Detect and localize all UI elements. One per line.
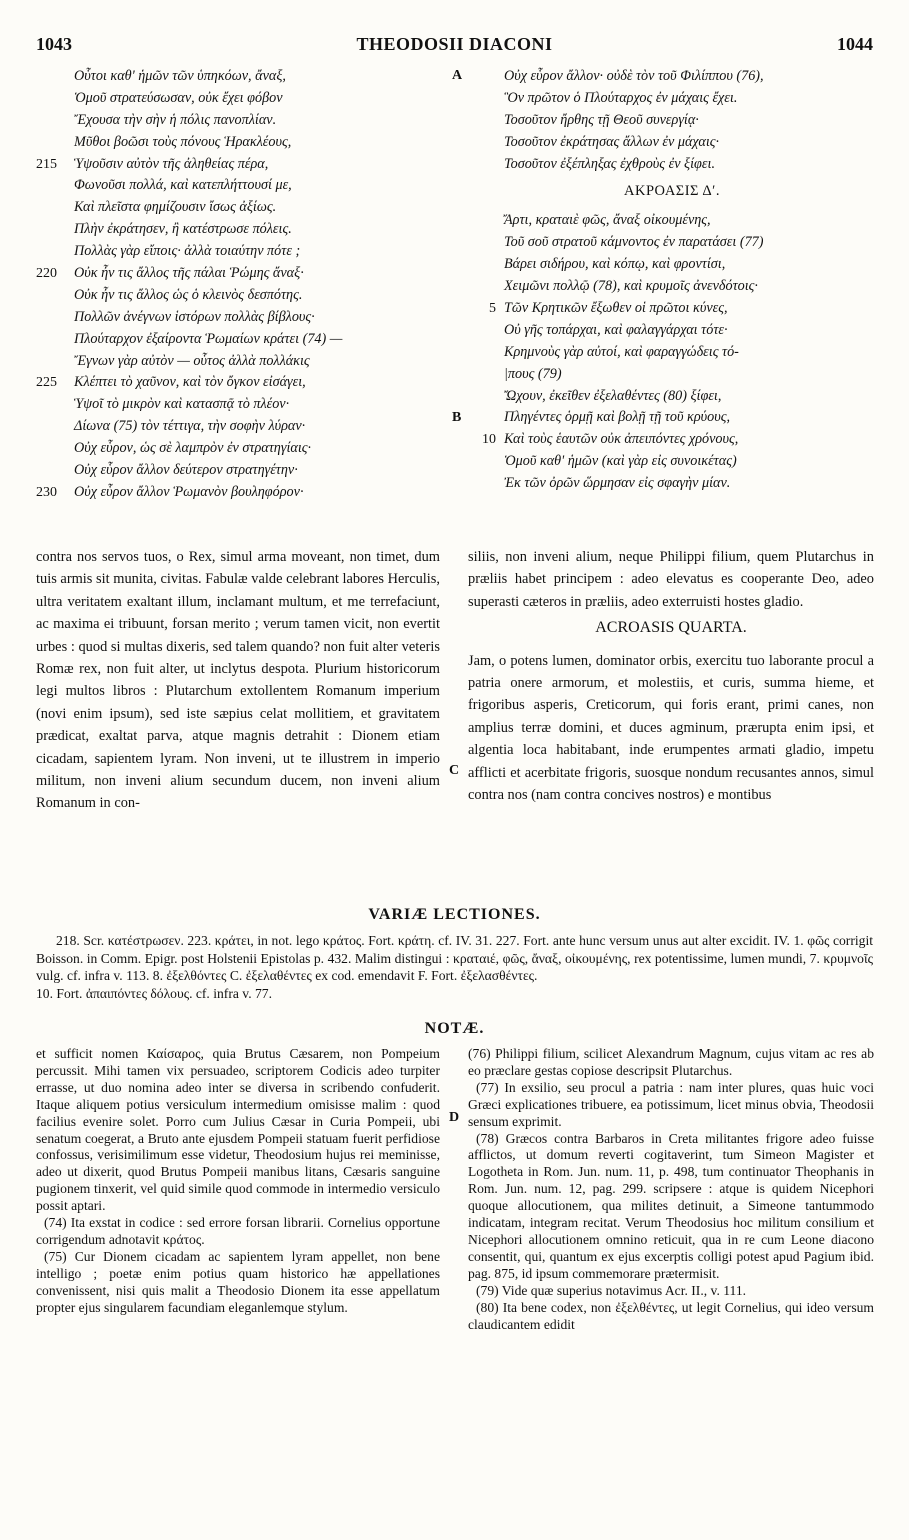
verse-text: Ὁμοῦ καθ' ἡμῶν (καὶ γὰρ εἰς συνοικέτας) [504,453,737,470]
verse-line [36,416,450,438]
verse-number: 225 [36,375,57,391]
verse-text: Ὁμοῦ στρατεύσωσαν, οὐκ ἔχει φόβον [74,89,283,106]
verse-line [470,88,874,110]
verse-line [470,386,874,408]
notae-title: NOTÆ. [424,1020,485,1037]
verse-text: Κρημνοὺς γὰρ αὐτοί, καὶ φαραγγώδεις τό- [504,343,739,360]
notes-right [468,1046,874,1333]
verse-text: Πολλὰς γὰρ εἴποις· ἀλλὰ τοιαύτην πότε ; [74,243,301,260]
verse-text: Καὶ τοὺς ἑαυτῶν οὐκ ἀπειπόντες χρόνους, [504,431,739,448]
acroasis-title-latin: ACROASIS QUARTA. [595,619,747,637]
latin-translation-left [36,546,440,815]
verse-number: 5 [489,301,496,317]
notes-left [36,1046,440,1317]
verse-line [470,276,874,298]
verse-line [36,285,450,307]
verse-text: |πους (79) [504,365,562,382]
greek-verse-right-bottom [470,210,874,495]
verse-text: Οὐχ εὗρον ἄλλον δεύτερον στρατηγέτην· [74,462,298,479]
verse-line [36,351,450,373]
verse-text: Πλὴν ἐκράτησεν, ἢ κατέστρωσε πόλεις. [74,221,292,238]
verse-line [470,110,874,132]
verse-line [36,263,450,285]
note-paragraph: (75) Cur Dionem cicadam ac sapientem lyram appellet, non bene intelligo ; poetæ enim potius quam historico hæ appellationes convenissent, nisi quis malit a Theodosio Dionem ita esse appellatum propter ejus singularem facundiam eleganlemque stylum. [36,1248,440,1315]
verse-number: 10 [482,432,496,448]
verse-line [470,154,874,176]
verse-text: Κλέπτει τὸ χαῦνον, καὶ τὸν ὄγκον εἰσάγει, [74,374,306,391]
verse-text: Τῶν Κρητικῶν ἔξωθεν οἱ πρῶτοι κύνες, [504,300,728,317]
verse-line [36,88,450,110]
verse-text: Οὐχ εὗρον ἄλλον Ῥωμανὸν βουληφόρον· [74,483,304,500]
variae-entry: 10. Fort. ἀπαιπόντες δόλους. cf. infra v. 77. [36,985,272,1001]
latin-translation-right [468,546,874,806]
verse-text: Οὐκ ἦν τις ἄλλος τῆς πάλαι Ῥώμης ἄναξ· [74,265,304,282]
latin-paragraph: contra nos servos tuos, o Rex, simul arma moveant, non timet, dum tuis armis sit munita, civitas. Fabulæ valde celebrant labores Herculis, ultra veritatem exaltant illum, inclamant multum, et me terrefaciunt, ac maxima ei tribuunt, forsan merito ; verum tamen vicit, non evertit urbes : quod si multas dixeris, sed talem quando? non fuit alter veteris Romæ rex, non fuit alter, ut inclytus despota. Plurium historicorum legi multos libros : Plutarchum extollentem Romanum imperium (novi enim ipsum), sed iste sæpius celat mollitiem, et gravitatem prædicat, exaltat parva, atque magnis detrahit : Dionem etiam cicadam, sapientem lyram. Non inveni, ut te illustrem in imperio militum, non inveni alium secundum ducem, non inveni alium Romanum in con- [36,549,440,812]
verse-line [470,407,874,429]
verse-text: Ἄρτι, κραταιὲ φῶς, ἄναξ οἰκουμένης, [504,212,711,229]
verse-line [470,429,874,451]
verse-text: Ὤχουν, ἐκεῖθεν ἐξελαθέντες (80) ξίφει, [504,387,722,404]
verse-line [470,66,874,88]
verse-line [36,66,450,88]
verse-line [470,298,874,320]
running-header [36,34,873,58]
verse-text: Πλούταρχον ἐξαίροντα Ῥωμαίων κράτει (74) — [74,330,343,347]
verse-text: Τοσοῦτον ἐκράτησας ἄλλων ἐν μάχαις· [504,133,720,150]
margin-letter-d: D [449,1110,460,1125]
note-paragraph: (79) Vide quæ superius notavimus Acr. II., v. 111. [476,1282,747,1298]
verse-number: 220 [36,266,57,282]
verse-text: Δίωνα (75) τὸν τέττιγα, τὴν σοφὴν λύραν· [74,418,306,435]
verse-line [470,232,874,254]
greek-verse-left [36,66,450,504]
verse-text: Τοῦ σοῦ στρατοῦ κάμνοντος ἐν παρατάσει (77) [504,234,764,251]
verse-text: Οὐχ εὗρον, ὡς σὲ λαμπρὸν ἐν στρατηγίαις· [74,440,312,457]
verse-text: Οὐκ ἦν τις ἄλλος ὡς ὁ κλεινὸς δεσπότης. [74,286,303,303]
verse-text: Καὶ πλεῖστα φημίζουσιν ἴσως ἀξίως. [74,199,277,216]
verse-text: Οὐ γῆς τοπάρχαι, καὶ φαλαγγάρχαι τότε· [504,321,728,338]
verse-line [36,132,450,154]
verse-line [36,241,450,263]
verse-text: Ἔγνων γὰρ αὐτὸν — οὗτος ἀλλὰ πολλάκις [74,352,310,369]
column-number-right: 1044 [837,34,873,54]
verse-line [36,175,450,197]
verse-line [470,451,874,473]
greek-verse-right [470,66,874,495]
verse-line [470,364,874,386]
verse-line [470,254,874,276]
verse-line [36,219,450,241]
verse-text: Ὑψοῦσιν αὐτὸν τῆς ἀληθείας πέρα, [74,155,269,172]
variae-entry: 218. Scr. κατέστρωσεν. 223. κράτει, in not. lego κράτος. Fort. κράτη. cf. IV. 31. 227. Fort. ante hunc versum unus aut alter excidit. IV. 1. φῶς corrigit Boisson. in Comm. Epigr. post Holstenii Epistolas p. 432. Malim distingui : κραταιέ, φῶς, ἄναξ, οἰκουμένης, rex potentissime, lumen mundi, 7. κρυμνοῖς vulg. cf. infra v. 113. 8. ἐξελθόντες C. ἐξελαθέντες ex cod. emendavit F. Fort. ἐξελασθέντες. [36,933,873,983]
note-paragraph: et sufficit nomen Καίσαρος, quia Brutus Cæsarem, non Pompeium percussit. Mihi tamen vix persuadeo, scriptorem Codicis adeo turpiter errasse, ut duo nomina adeo inter se diversa in scribendo confuderit. Itaque aliquem potius versiculum intermedium omisisse malim : quod facilius evenire solet. Porro cum Julius Cæsar in Curia Pompeii, ubi senatum coegerat, a Bruto ante ejusdem Pompeii statuam fuerit perfidiose confossus, verisimilimum esse videtur, Theodosium hujus rei meminisse, adeo ut dixerit, quod Brutus Pompeii manibus litans, Cæsaris sanguine pugionem tinxerit, vel quid simile quod commode in intermedio versiculo possit aptari. [36,1046,440,1214]
note-paragraph: (76) Philippi filium, scilicet Alexandrum Magnum, cujus vitam ac res ab eo præclare gestas copiose descripsit Plutarchus. [468,1046,874,1078]
variae-lectiones [36,932,873,1002]
verse-line [470,342,874,364]
verse-line [36,372,450,394]
note-paragraph: (77) In exsilio, seu procul a patria : nam inter plures, quas huic voci Græci explicationes tribuere, ea potissimum, licet minus obvia, Theodosii sensum exprimit. [468,1079,874,1129]
verse-line [36,460,450,482]
verse-line [36,110,450,132]
note-paragraph: (78) Græcos contra Barbaros in Creta militantes frigore adeo fuisse afflictos, ut domum reverti cogitaverint, tum Simeon Magister et Logotheta in Rom. Jun. num. 11, p. 498, tum continuator Theophanis in Rom. Jun. num. 12, pag. 299. scripsere : atque is quidem Nicephori quoque allocutionem, qua milites detinuit, a Simeone tantummodo indicatam, integram recitat. Verum Theodosius hoc militum consilium et Nicephori allocutionem omnino reticuit, qua in re cum Leone diacono consentit, qui, quantum ex ejus excerptis colligi potest apud Pagium ibid. pag. 875, id ipsum commemorare prætermisit. [468,1130,874,1281]
verse-line [470,473,874,495]
verse-text: Ὑψοῖ τὸ μικρὸν καὶ κατασπᾷ τὸ πλέον· [74,396,290,413]
verse-line [36,154,450,176]
margin-letter-c: C [449,763,460,778]
verse-text: Φωνοῦσι πολλά, καὶ κατεπλήττουσί με, [74,177,292,194]
verse-number: 230 [36,484,57,500]
verse-line [36,482,450,504]
verse-text: Ἐκ τῶν ὀρῶν ὥρμησαν εἰς σφαγὴν μίαν. [504,475,731,492]
note-paragraph: (80) Ita bene codex, non ἐξελθέντες, ut legit Cornelius, qui ideo versum claudicantem edidit [468,1299,874,1332]
margin-letter-b: B [452,410,462,425]
verse-line [36,438,450,460]
verse-number: 215 [36,156,57,172]
verse-line [36,329,450,351]
verse-line [36,197,450,219]
verse-text: Τοσοῦτον ἤρθης τῇ Θεοῦ συνεργίᾳ· [504,111,699,128]
greek-verse-right-top [470,66,874,175]
column-number-left: 1043 [36,34,72,54]
running-title: THEODOSII DIACONI [356,34,553,54]
verse-line [36,307,450,329]
verse-text: Πολλῶν ἀνέγνων ἱστόρων πολλὰς βίβλους· [74,308,315,325]
verse-text: Οὗτοι καθ' ἡμῶν τῶν ὑπηκόων, ἄναξ, [74,68,286,84]
verse-text: Χειμῶνι πολλῷ (78), καὶ κρυμοῖς ἀνενδότοις· [504,278,758,295]
verse-line [36,394,450,416]
verse-text: Μῦθοι βοῶσι τοὺς πόνους Ἡρακλέους, [74,133,292,150]
latin-paragraph: Jam, o potens lumen, dominator orbis, exercitu tuo laborante procul a patria onere armorum, et molestiis, et curis, summa hieme, et frigoribus asperis, Creticorum, qui foris erant, primi canes, non amplius terræ domini, et duces agminum, prærupta enim ipsi, et algentia loca habitabant, inde erumpentes armati gladio, impetu afflicti et acerbitate frigoris, suosque nondum recusantes annos, simul contra nos (nam contra concives nostros) e montibus [468,652,874,804]
verse-line [470,210,874,232]
variae-lectiones-title: VARIÆ LECTIONES. [368,906,541,923]
verse-text: Οὐχ εὗρον ἄλλον· οὐδὲ τὸν τοῦ Φιλίππου (76), [504,68,764,84]
verse-text: Βάρει σιδήρου, καὶ κόπῳ, καὶ φροντίσι, [504,256,726,273]
verse-line [470,320,874,342]
verse-line [470,132,874,154]
verse-text: Ἔχουσα τὴν σὴν ἡ πόλις πανοπλίαν. [74,111,277,128]
verse-text: Πληγέντες ὁρμῇ καὶ βολῇ τῇ τοῦ κρύους, [504,409,731,426]
note-paragraph: (74) Ita exstat in codice : sed errore forsan librarii. Cornelius opportune corrigendum adnotavit κράτος. [36,1215,440,1247]
verse-text: Τοσοῦτον ἐξέπληξας ἐχθροὺς ἐν ξίφει. [504,155,715,172]
latin-paragraph: siliis, non inveni alium, neque Philippi filium, quem Plutarchus in præliis habet principem : adeo elevatus es cooperante Deo, adeo superasti cæteros in præliis, adeo exterruisti hostes gladio. [468,549,874,610]
verse-text: Ὃν πρῶτον ὁ Πλούταρχος ἐν μάχαις ἔχει. [504,89,738,106]
margin-letter-a: A [452,68,463,83]
acroasis-title-greek: ΑΚΡΟΑΣΙΣ Δʹ. [624,183,720,200]
